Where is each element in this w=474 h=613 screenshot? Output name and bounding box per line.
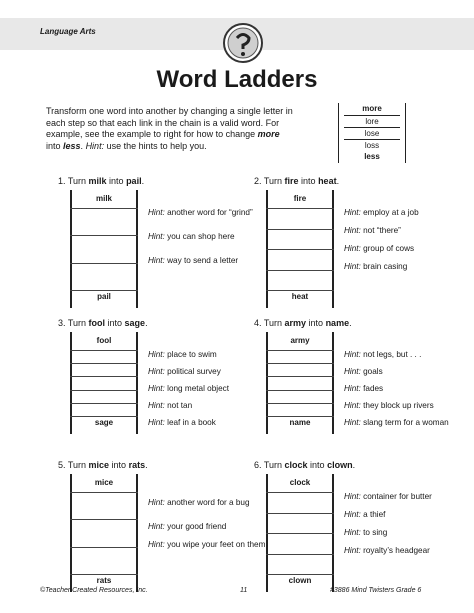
end-word: heat — [291, 292, 309, 301]
hint-item: Hint: another word for a bug — [148, 498, 250, 507]
problem-title: 6. Turn clock into clown. — [254, 460, 356, 470]
start-word: fool — [96, 336, 112, 345]
hint-item: Hint: not “there” — [344, 226, 401, 235]
ladder-rung — [266, 208, 334, 209]
hint-item: Hint: fades — [344, 384, 384, 393]
answer-ladder — [266, 190, 334, 308]
hint-item: Hint: another word for “grind” — [148, 208, 253, 217]
ladder-rung — [266, 533, 334, 534]
example-word: loss — [344, 139, 400, 151]
answer-ladder — [266, 474, 334, 592]
hint-item: Hint: goals — [344, 367, 383, 376]
ladder-rung — [70, 263, 138, 264]
answer-ladder — [70, 474, 138, 592]
end-word: pail — [97, 292, 111, 301]
ladder-rung — [266, 249, 334, 250]
ladder-rung — [266, 290, 334, 291]
ladder-rung — [70, 235, 138, 236]
ladder-rung — [266, 513, 334, 514]
hint-item: Hint: to sing — [344, 528, 388, 537]
hint-item: Hint: royalty’s headgear — [344, 546, 430, 555]
hint-item: Hint: a thief — [344, 510, 386, 519]
hint-item: Hint: slang term for a woman — [344, 418, 449, 427]
ladder-rung — [266, 350, 334, 351]
ladder-rung — [266, 390, 334, 391]
hint-item: Hint: group of cows — [344, 244, 415, 253]
ladder-rung — [266, 492, 334, 493]
section-label: Language Arts — [40, 27, 96, 36]
page-title: Word Ladders — [156, 66, 318, 93]
start-word: army — [290, 336, 310, 345]
ladder-rung — [266, 403, 334, 404]
start-word: milk — [95, 194, 112, 203]
end-word: clown — [288, 576, 312, 585]
footer-copyright: ©Teacher Created Resources, Inc. — [40, 587, 148, 594]
hint-item: Hint: container for butter — [344, 492, 432, 501]
hint-item: Hint: political survey — [148, 367, 221, 376]
ladder-rung — [70, 574, 138, 575]
ladder-rung — [266, 554, 334, 555]
hint-item: Hint: you wipe your feet on them — [148, 540, 266, 549]
hint-item: Hint: your good friend — [148, 522, 227, 531]
ladder-rung — [266, 363, 334, 364]
end-word: name — [289, 418, 311, 427]
hint-item: Hint: leaf in a book — [148, 418, 216, 427]
ladder-rung — [70, 390, 138, 391]
ladder-rung — [266, 270, 334, 271]
problem-title: 4. Turn army into name. — [254, 318, 352, 328]
problem-title: 2. Turn fire into heat. — [254, 176, 340, 186]
ladder-rung — [70, 492, 138, 493]
ladder-rung — [70, 547, 138, 548]
footer-catalog: #3886 Mind Twisters Grade 6 — [330, 587, 422, 594]
example-word: more — [362, 104, 382, 113]
think-logo-icon — [222, 22, 264, 64]
start-word: clock — [289, 478, 311, 487]
hint-item: Hint: you can shop here — [148, 232, 235, 241]
example-ladder — [338, 103, 406, 163]
ladder-rung — [266, 229, 334, 230]
ladder-rung — [70, 208, 138, 209]
answer-ladder — [266, 332, 334, 434]
hint-item: Hint: not legs, but . . . — [344, 350, 422, 359]
ladder-rung — [266, 416, 334, 417]
ladder-rung — [266, 376, 334, 377]
start-word: mice — [94, 478, 114, 487]
problem-title: 3. Turn fool into sage. — [58, 318, 148, 328]
hint-item: Hint: they block up rivers — [344, 401, 434, 410]
end-word: rats — [96, 576, 112, 585]
example-word: lose — [344, 127, 400, 139]
ladder-rung — [70, 290, 138, 291]
start-word: fire — [293, 194, 307, 203]
ladder-rung — [70, 376, 138, 377]
problem-title: 5. Turn mice into rats. — [58, 460, 148, 470]
ladder-rung — [70, 363, 138, 364]
hint-item: Hint: not tan — [148, 401, 193, 410]
end-word: sage — [94, 418, 114, 427]
instructions: Transform one word into another by changing a single letter in each step so that each link in the chain is a valid word. For example, see the example to right for how to change more into less. Hint: use the hints to help you. — [46, 106, 293, 151]
hint-item: Hint: brain casing — [344, 262, 408, 271]
hint-item: Hint: employ at a job — [344, 208, 419, 217]
footer-page-number: 11 — [240, 587, 248, 594]
hint-item: Hint: long metal object — [148, 384, 230, 393]
example-word: lore — [344, 115, 400, 127]
ladder-rung — [70, 519, 138, 520]
ladder-rung — [70, 403, 138, 404]
problem-title: 1. Turn milk into pail. — [58, 176, 145, 186]
hint-item: Hint: place to swim — [148, 350, 217, 359]
ladder-rung — [266, 574, 334, 575]
answer-ladder — [70, 190, 138, 308]
example-word: less — [364, 152, 380, 161]
ladder-rung — [70, 416, 138, 417]
ladder-rung — [70, 350, 138, 351]
hint-item: Hint: way to send a letter — [148, 256, 239, 265]
answer-ladder — [70, 332, 138, 434]
